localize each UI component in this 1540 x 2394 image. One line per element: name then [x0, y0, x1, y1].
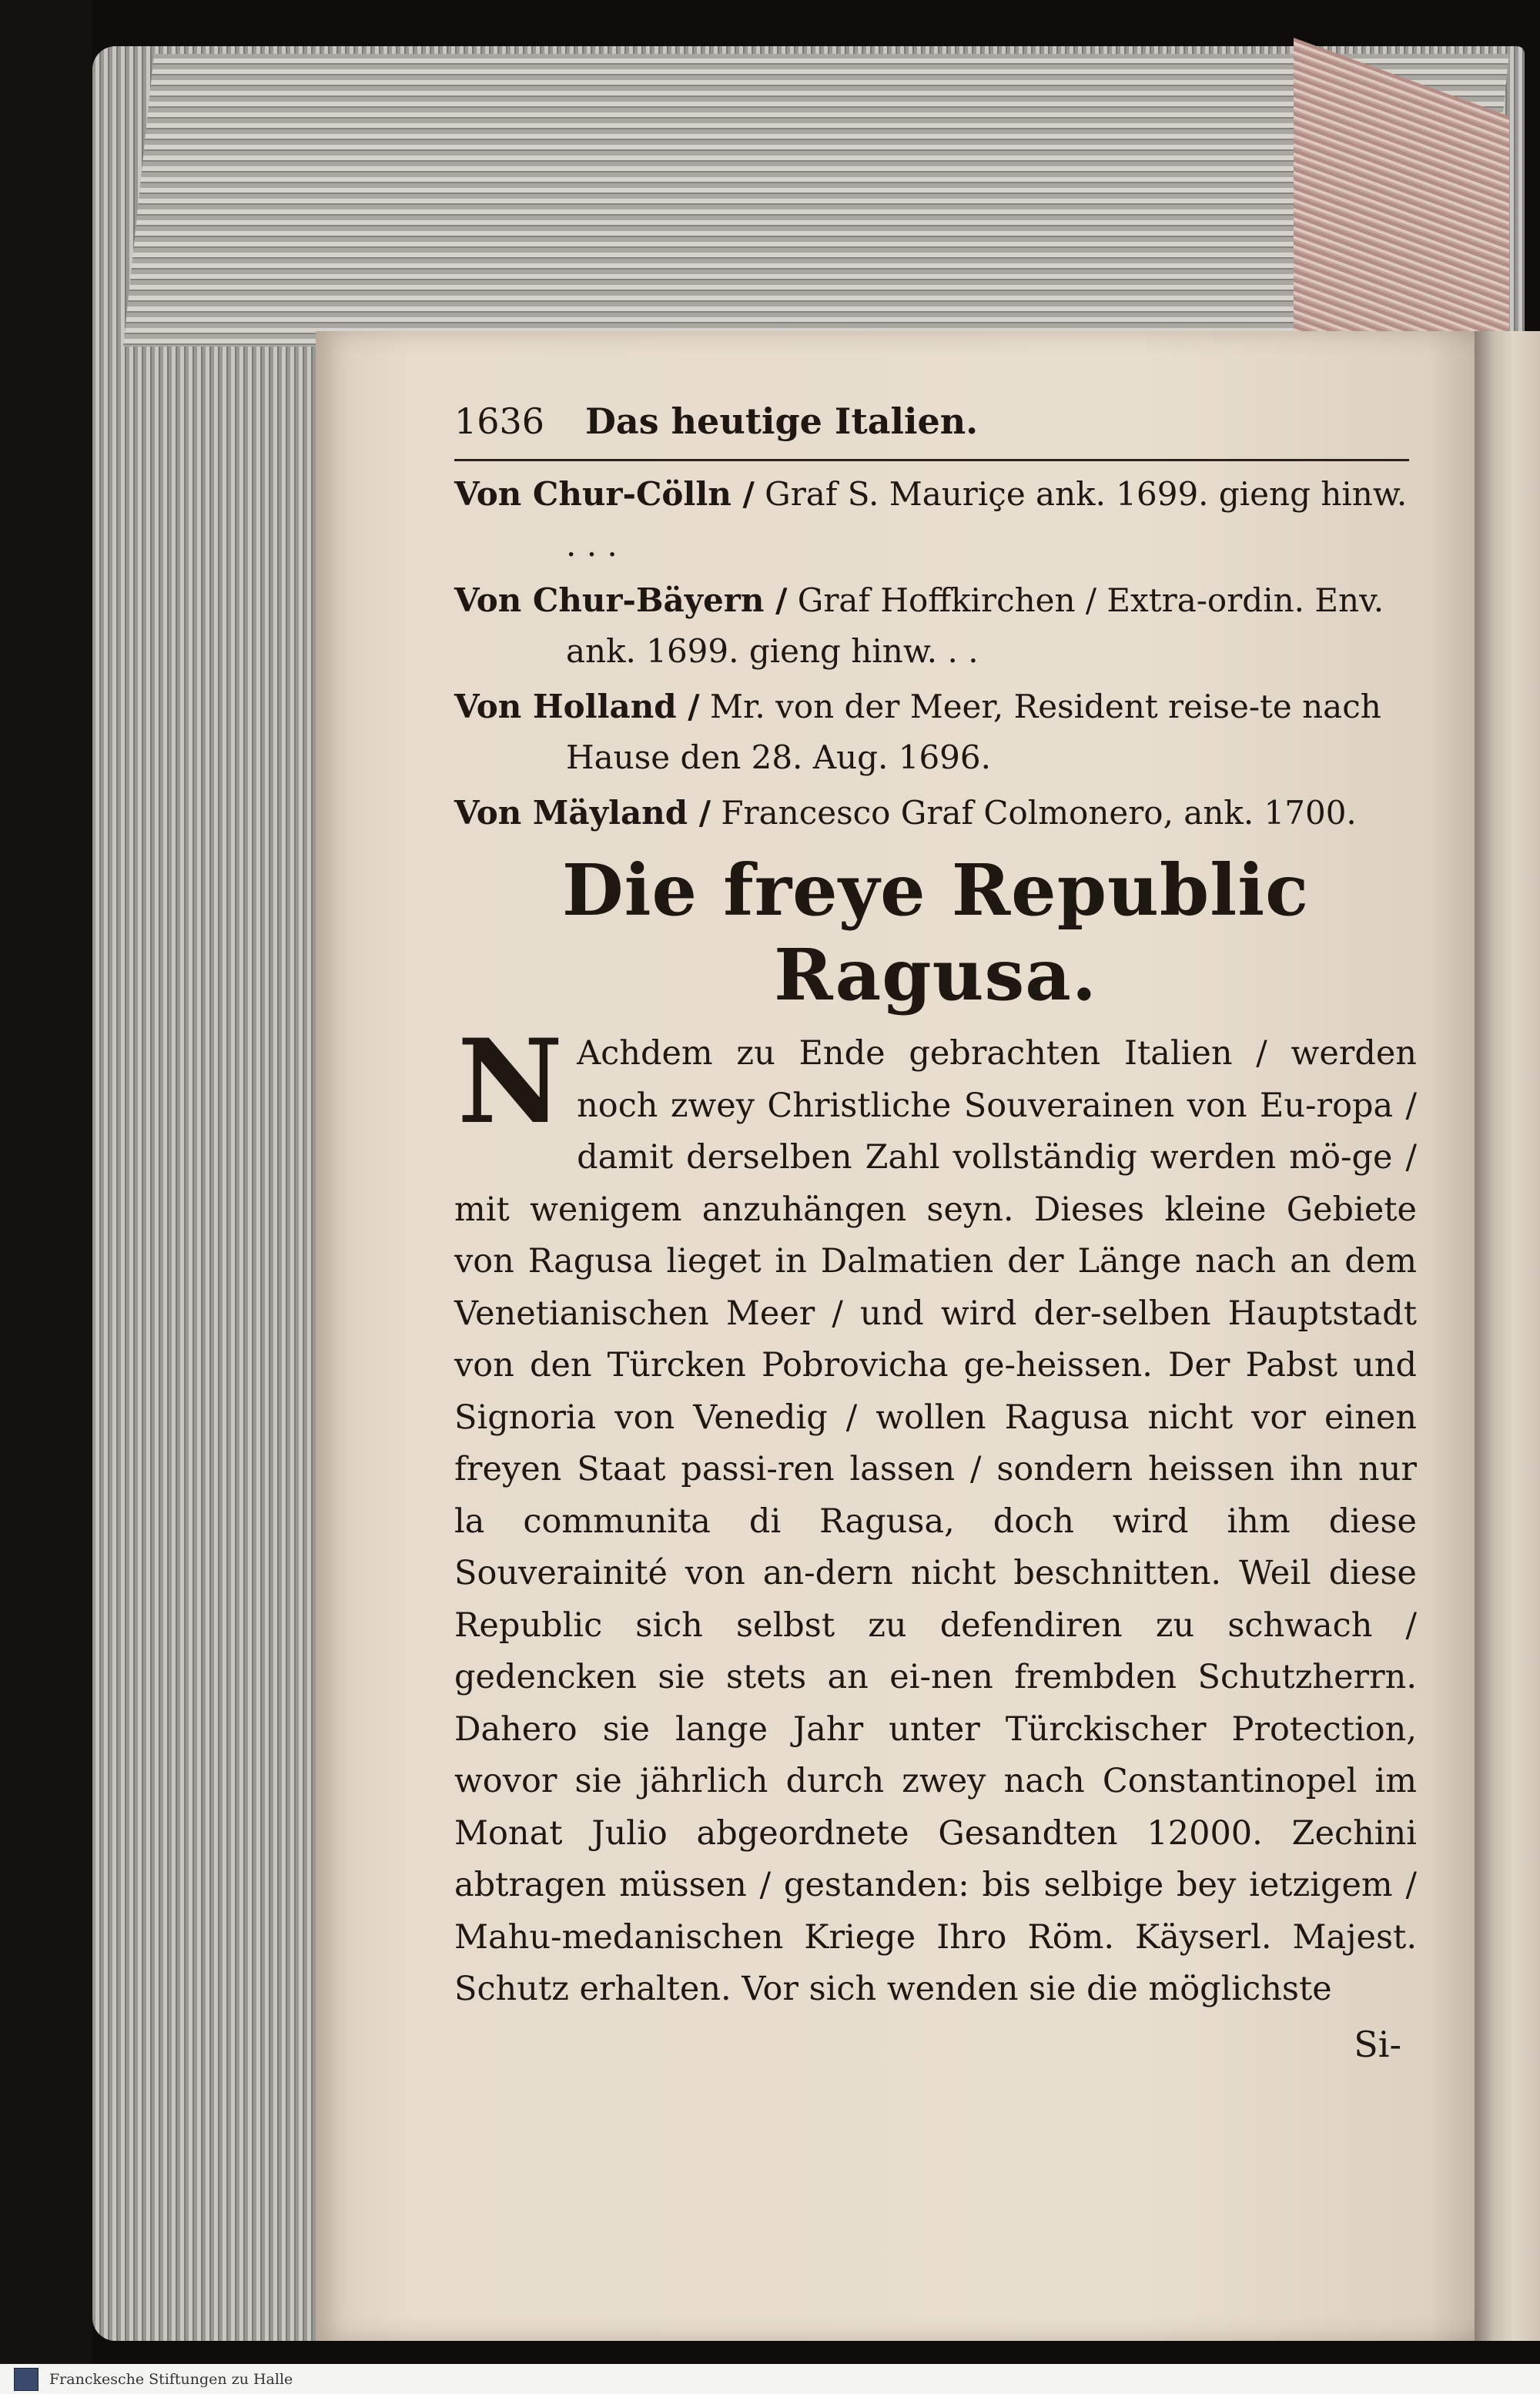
- entry-text: Francesco Graf Colmonero, ank. 1700.: [711, 794, 1357, 832]
- footer-text: Franckesche Stiftungen zu Halle: [49, 2370, 293, 2388]
- entry-maeyland: [454, 788, 1417, 839]
- background-left: [0, 0, 92, 2372]
- catchword: Si-: [1354, 2023, 1401, 2065]
- page-header: [454, 400, 1417, 454]
- entry-text: Graf Hoffkirchen / Extra-ordin. Env. ank. 1699. gieng hinw. . .: [566, 581, 1384, 670]
- entry-chur-coelln: [454, 469, 1417, 571]
- entry-lead: Von Holland /: [454, 688, 700, 725]
- footer-bar: [0, 2364, 1540, 2394]
- page-text-block: [454, 400, 1417, 2070]
- section-title: Die freye Republic Ragusa.: [561, 849, 1310, 1016]
- entry-lead: Von Chur-Cölln /: [454, 475, 755, 513]
- entry-text: Graf S. Mauriçe ank. 1699. gieng hinw. . . .: [566, 475, 1408, 564]
- entry-lead: Von Chur-Bäyern /: [454, 581, 788, 619]
- body-paragraph: [454, 1014, 1417, 2016]
- entry-chur-baeyern: [454, 575, 1417, 677]
- institution-logo-icon: [14, 2368, 38, 2391]
- running-title: Das heutige Italien.: [585, 400, 979, 442]
- header-rule: [454, 459, 1409, 461]
- entry-text: Mr. von der Meer, Resident reise-te nach Hause den 28. Aug. 1696.: [566, 688, 1381, 776]
- entry-holland: [454, 681, 1417, 783]
- page-gutter: [1475, 331, 1540, 2341]
- entry-lead: Von Mäyland /: [454, 794, 711, 832]
- body-text: Achdem zu Ende gebrachten Italien / werden noch zwey Christliche Souverainen von Eu-ropa / damit derselben Zahl vollständig werden mö-ge / mit wenigem anzuhängen seyn. Dieses kleine Gebiete von Ragusa lieget in Dalmatien der Länge nach an dem Venetianischen Meer / und wird der-selben Hauptstadt von den Türcken Pobrovicha ge-heissen. Der Pabst und Signoria von Venedig / wollen Ragusa nicht vor einen freyen Staat passi-ren lassen / sondern heissen ihn nur la communita di Ragusa, doch wird ihm diese Souverainité von an-dern nicht beschnitten. Weil diese Republic sich selbst zu defendiren zu schwach / gedencken sie stets an ei-nen frembden Schutzherrn. Dahero sie lange Jahr unter Türckischer Protection, wovor sie jährlich durch zwey nach Constantinopel im Monat Julio abgeordnete Gesandten 12000. Zechini abtragen müssen / gestanden: bis selbige bey ietzigem / Mahu-medanischen Kriege Ihro Röm. Käyserl. Majest. Schutz erhalten. Vor sich wenden sie die möglichste: [454, 1034, 1417, 2008]
- page-number: 1636: [454, 400, 545, 442]
- drop-initial: N: [457, 1014, 564, 1150]
